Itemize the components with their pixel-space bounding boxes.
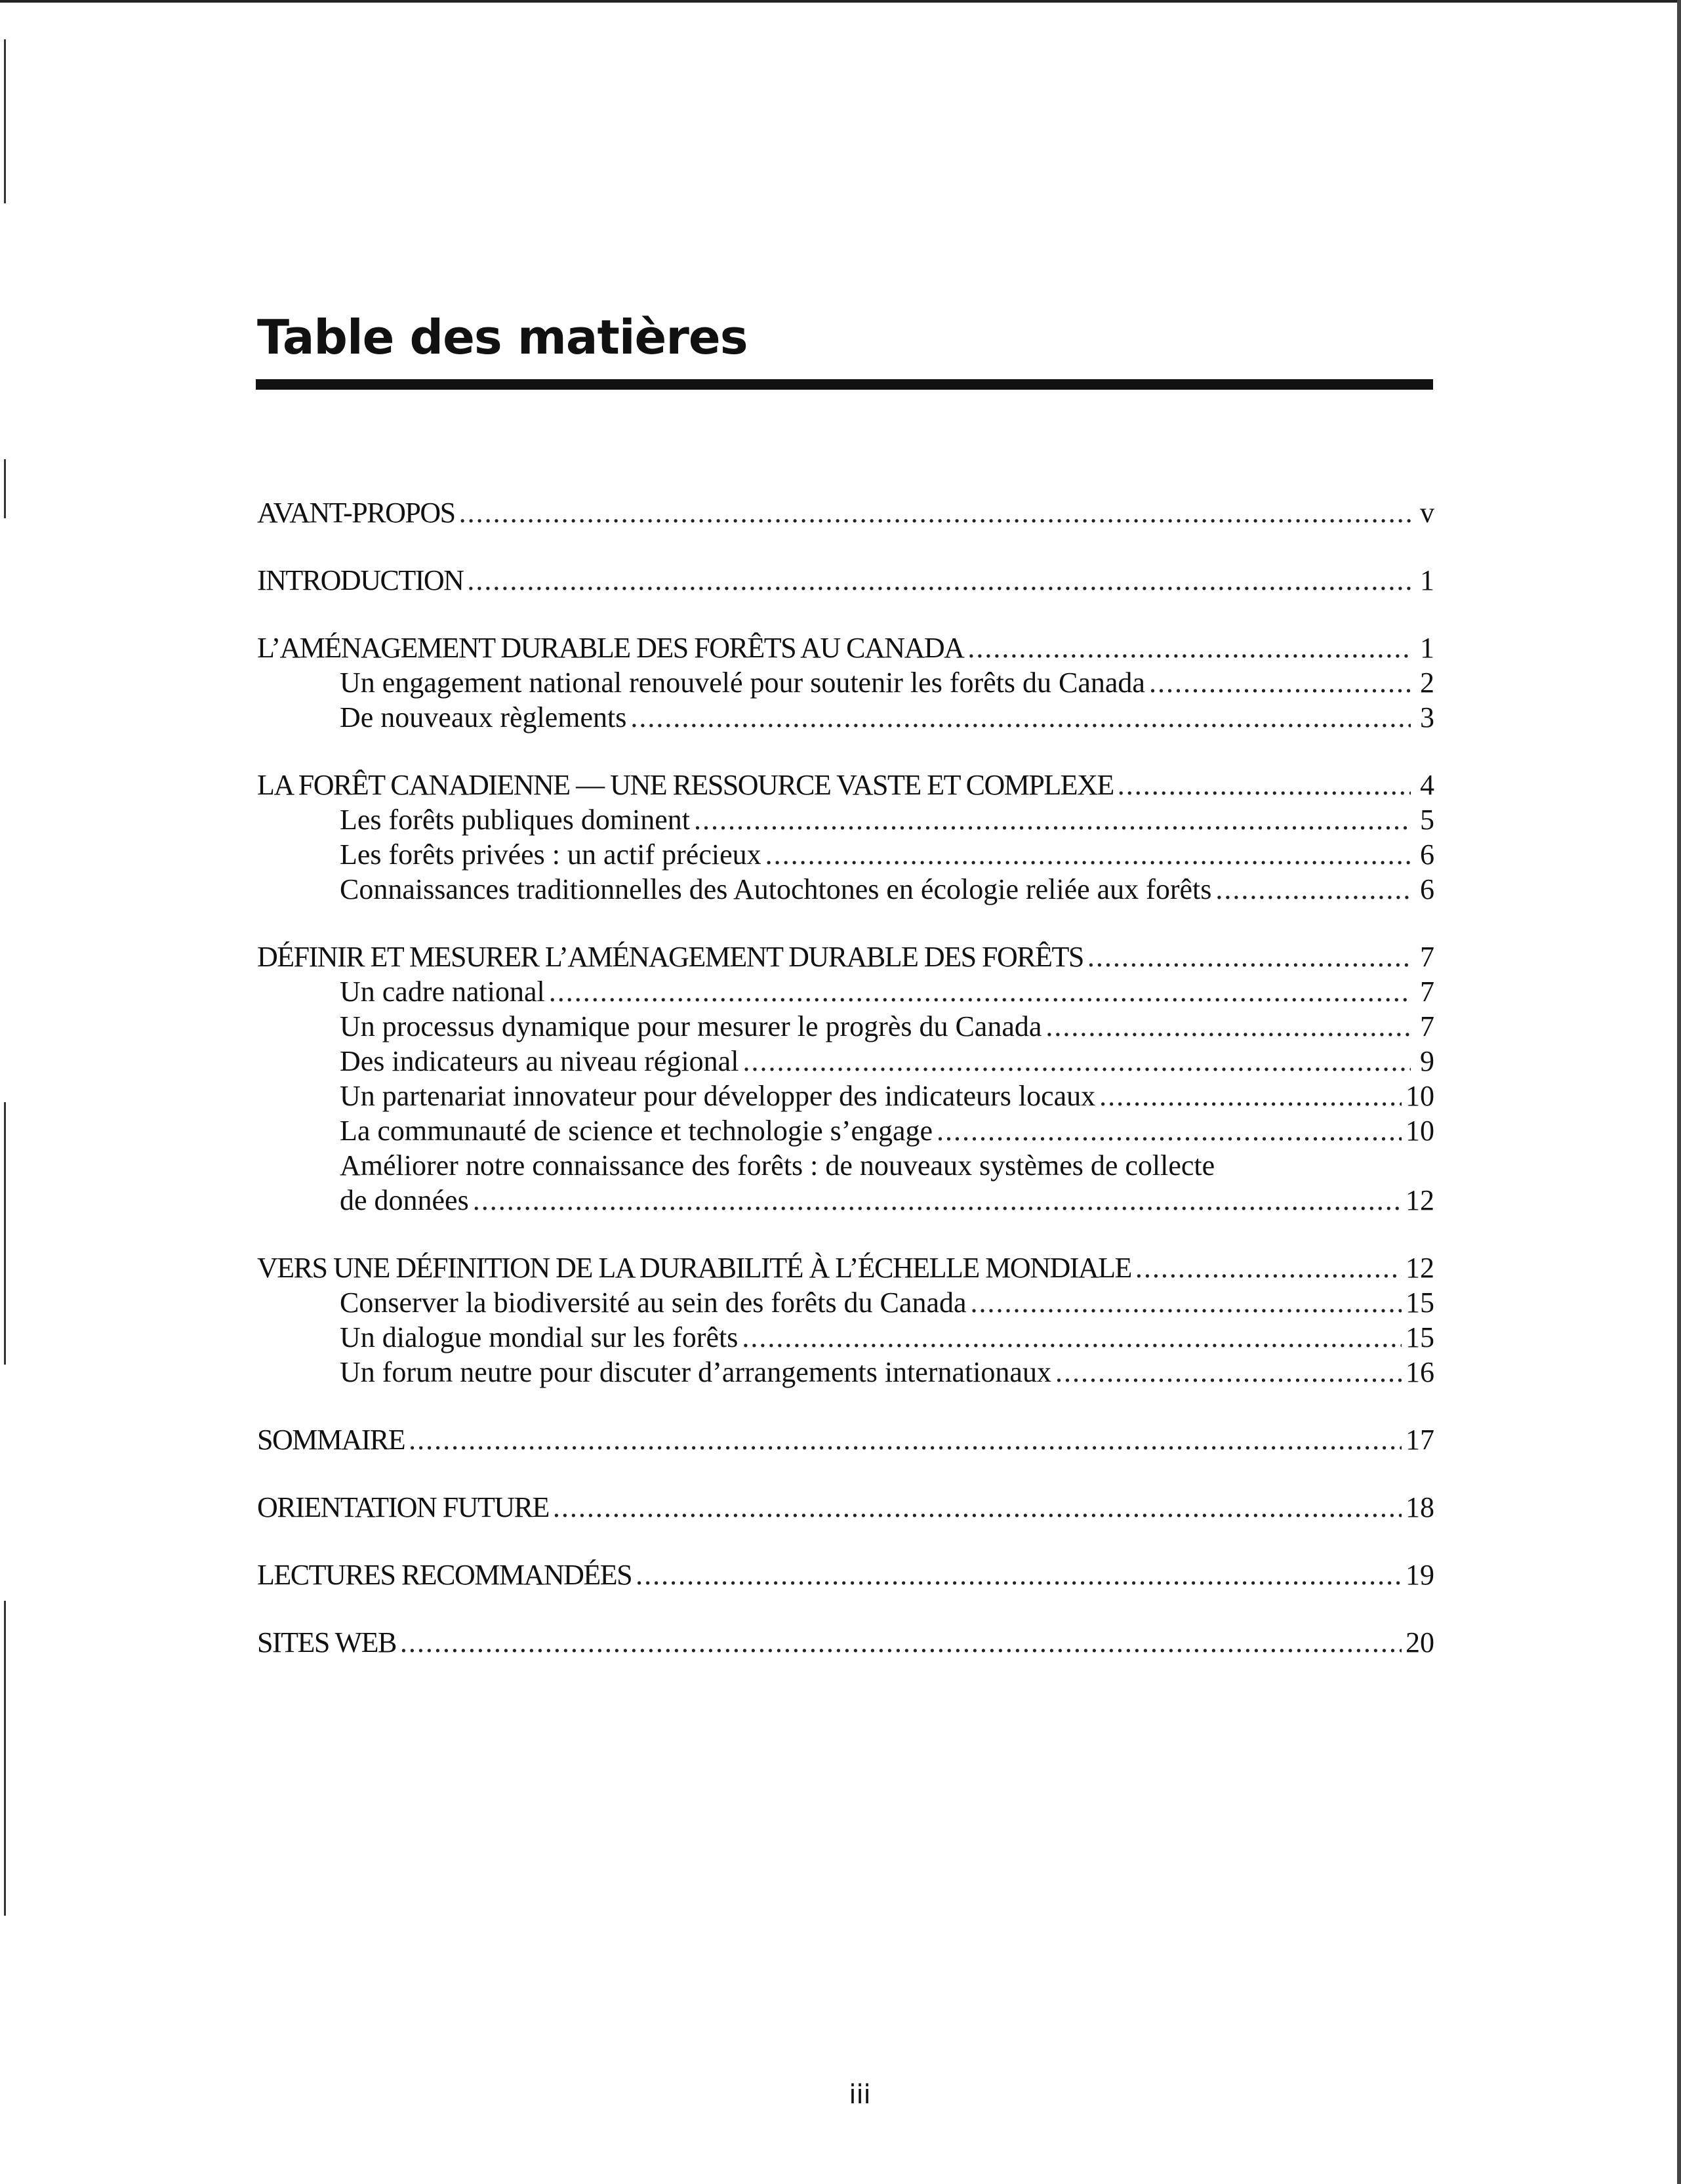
toc-subentry-page: 10 (1406, 1115, 1434, 1147)
toc-section (257, 1625, 1434, 1660)
toc-subentry[interactable] (257, 1009, 1434, 1044)
dot-leader (1087, 939, 1411, 974)
toc-subentry-page: 15 (1406, 1287, 1434, 1319)
scan-edge-left-mark (4, 459, 6, 518)
scan-edge-left-mark (4, 1601, 6, 1916)
toc-subentry-label: Un dialogue mondial sur les forêts (340, 1321, 739, 1353)
dot-leader (636, 1557, 1402, 1592)
toc-section (257, 939, 1434, 1218)
toc-entry-page: v (1420, 497, 1434, 529)
dot-leader (1045, 1009, 1411, 1044)
dot-leader (937, 1113, 1402, 1148)
toc-subentry-page: 6 (1420, 873, 1434, 905)
dot-leader (553, 1490, 1402, 1525)
toc-entry-page: 1 (1420, 632, 1434, 664)
toc-subentry[interactable] (257, 802, 1434, 837)
scan-edge-left-mark (4, 39, 6, 203)
toc-entry-page: 12 (1406, 1252, 1434, 1284)
toc-subentry-label: Un engagement national renouvelé pour soutenir les forêts du Canada (340, 667, 1145, 699)
dot-leader (467, 563, 1411, 598)
toc-section (257, 1422, 1434, 1457)
toc-entry-page: 4 (1420, 769, 1434, 801)
dot-leader (1099, 1079, 1402, 1113)
table-of-contents (257, 495, 1434, 1693)
toc-entry-label: SOMMAIRE (257, 1424, 405, 1456)
dot-leader (1118, 768, 1411, 802)
toc-entry-page: 18 (1406, 1491, 1434, 1523)
toc-section (257, 1250, 1434, 1390)
toc-subentry-page: 10 (1406, 1080, 1434, 1112)
toc-subentry-label: Un forum neutre pour discuter d’arrangements internationaux (340, 1356, 1051, 1388)
toc-entry[interactable] (257, 1250, 1434, 1285)
toc-entry-label: ORIENTATION FUTURE (257, 1491, 549, 1523)
toc-section (257, 495, 1434, 530)
dot-leader (1149, 665, 1411, 700)
toc-subentry-multiline[interactable] (257, 1148, 1434, 1218)
toc-entry-page: 7 (1420, 941, 1434, 973)
toc-entry-page: 20 (1406, 1626, 1434, 1659)
toc-subentry-page: 12 (1406, 1184, 1434, 1216)
toc-subentry-label: De nouveaux règlements (340, 701, 627, 733)
dot-leader (1055, 1355, 1402, 1390)
toc-entry[interactable] (257, 630, 1434, 665)
toc-entry-label: LA FORÊT CANADIENNE — UNE RESSOURCE VASTE ET COMPLEXE (257, 769, 1114, 801)
dot-leader (742, 1320, 1402, 1355)
dot-leader (409, 1422, 1402, 1457)
scan-edge-left-mark (4, 1102, 6, 1365)
toc-subentry[interactable] (257, 1355, 1434, 1390)
scan-edge-top (0, 0, 1681, 3)
toc-section (257, 768, 1434, 907)
toc-subentry[interactable] (257, 665, 1434, 700)
toc-entry-label: SITES WEB (257, 1626, 396, 1659)
toc-subentry-label: Connaissances traditionnelles des Autochtones en écologie reliée aux forêts (340, 873, 1212, 905)
toc-subentry-page: 7 (1420, 1010, 1434, 1042)
toc-subentry-label: Les forêts privées : un actif précieux (340, 838, 761, 871)
dot-leader (967, 630, 1411, 665)
toc-section (257, 630, 1434, 735)
toc-subentry-page: 15 (1406, 1321, 1434, 1353)
toc-entry[interactable] (257, 495, 1434, 530)
toc-entry[interactable] (257, 1625, 1434, 1660)
toc-subentry[interactable] (257, 1079, 1434, 1113)
toc-entry[interactable] (257, 563, 1434, 598)
toc-subentry[interactable] (257, 1320, 1434, 1355)
page-title: Table des matières (257, 310, 748, 365)
dot-leader (400, 1625, 1402, 1660)
toc-entry-label: LECTURES RECOMMANDÉES (257, 1559, 632, 1591)
toc-section (257, 1557, 1434, 1592)
toc-entry[interactable] (257, 939, 1434, 974)
toc-subentry[interactable] (257, 1285, 1434, 1320)
toc-subentry-page: 16 (1406, 1356, 1434, 1388)
toc-subentry-label: Des indicateurs au niveau régional (340, 1045, 739, 1077)
toc-entry-page: 19 (1406, 1559, 1434, 1591)
toc-section (257, 1490, 1434, 1525)
toc-section (257, 563, 1434, 598)
toc-subentry-page: 2 (1420, 667, 1434, 699)
toc-subentry[interactable] (257, 700, 1434, 735)
toc-entry[interactable] (257, 1557, 1434, 1592)
dot-leader (549, 974, 1411, 1009)
toc-entry-label: DÉFINIR ET MESURER L’AMÉNAGEMENT DURABLE DES FORÊTS (257, 941, 1084, 973)
scan-edge-right (1677, 0, 1681, 2184)
dot-leader (459, 495, 1411, 530)
toc-subentry-label: La communauté de science et technologie s’engage (340, 1115, 933, 1147)
toc-entry-label: L’AMÉNAGEMENT DURABLE DES FORÊTS AU CANADA (257, 632, 964, 664)
title-rule (256, 379, 1433, 390)
toc-entry-label: VERS UNE DÉFINITION DE LA DURABILITÉ À L’ÉCHELLE MONDIALE (257, 1252, 1131, 1284)
toc-subentry-label: Un processus dynamique pour mesurer le progrès du Canada (340, 1010, 1042, 1042)
toc-subentry[interactable] (257, 837, 1434, 872)
toc-subentry-page: 9 (1420, 1045, 1434, 1077)
toc-entry-page: 1 (1420, 564, 1434, 596)
dot-leader (694, 802, 1411, 837)
toc-subentry-page: 7 (1420, 976, 1434, 1008)
toc-subentry[interactable] (257, 1044, 1434, 1079)
toc-subentry-label: Un partenariat innovateur pour développer des indicateurs locaux (340, 1080, 1096, 1112)
dot-leader (630, 700, 1411, 735)
toc-subentry-page: 3 (1420, 701, 1434, 733)
toc-subentry[interactable] (257, 1113, 1434, 1148)
toc-subentry-label: Les forêts publiques dominent (340, 804, 691, 836)
toc-subentry-label-line2: de données (340, 1184, 469, 1216)
dot-leader (1135, 1250, 1402, 1285)
toc-subentry-page: 6 (1420, 838, 1434, 871)
toc-subentry-page: 5 (1420, 804, 1434, 836)
dot-leader (473, 1183, 1402, 1218)
toc-subentry[interactable] (257, 872, 1434, 907)
toc-subentry-label: Un cadre national (340, 976, 545, 1008)
dot-leader (742, 1044, 1411, 1079)
dot-leader (1215, 872, 1411, 907)
toc-subentry[interactable] (257, 974, 1434, 1009)
toc-entry-label: INTRODUCTION (257, 564, 464, 596)
page-number: iii (849, 2080, 871, 2110)
toc-entry-page: 17 (1406, 1424, 1434, 1456)
toc-entry[interactable] (257, 1422, 1434, 1457)
toc-entry[interactable] (257, 768, 1434, 802)
toc-subentry-label-line1: Améliorer notre connaissance des forêts : de nouveaux systèmes de collecte (340, 1149, 1215, 1182)
dot-leader (971, 1285, 1402, 1320)
toc-subentry-label: Conserver la biodiversité au sein des forêts du Canada (340, 1287, 967, 1319)
toc-entry[interactable] (257, 1490, 1434, 1525)
dot-leader (765, 837, 1411, 872)
toc-entry-label: AVANT-PROPOS (257, 497, 455, 529)
toc-subentry (257, 1183, 1434, 1218)
